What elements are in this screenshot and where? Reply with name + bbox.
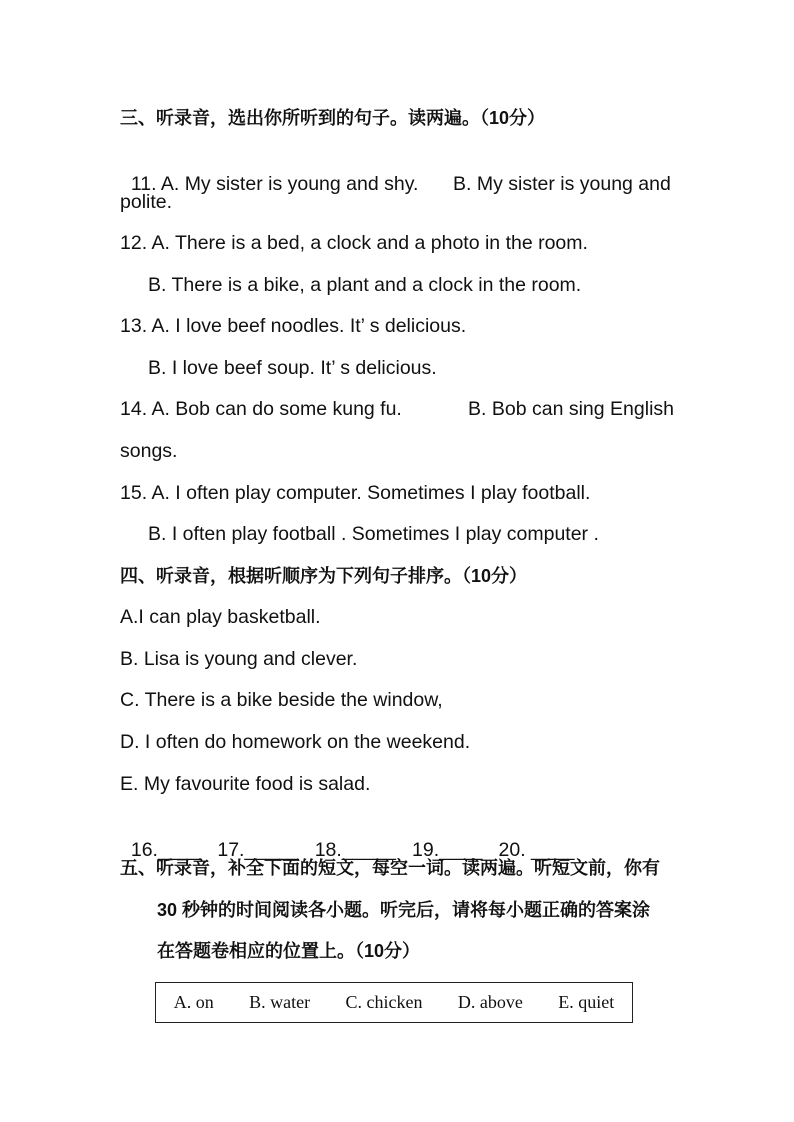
sentence-d: D. I often do homework on the weekend. — [120, 731, 471, 753]
q11-option-b-continued: polite. — [120, 191, 173, 213]
blank-17[interactable]: 17._____ — [217, 839, 299, 861]
sentence-e: E. My favourite food is salad. — [120, 773, 371, 795]
question-11-line — [120, 148, 671, 196]
q13-option-a: 13. A. I love beef noodles. It’ s delicious. — [120, 315, 467, 337]
q12-option-b: B. There is a bike, a plant and a clock in the room. — [148, 274, 582, 296]
q14-option-a: 14. A. Bob can do some kung fu. — [120, 398, 402, 420]
word-bank-box — [155, 982, 633, 1023]
blank-16[interactable]: 16.____ — [130, 839, 202, 861]
q15-option-b: B. I often play football . Sometimes I play computer . — [148, 523, 599, 545]
q11-option-b: B. My sister is young and — [453, 173, 671, 195]
q14-option-b: B. Bob can sing English — [468, 398, 674, 420]
section-5-heading-line-3: 在答题卷相应的位置上。（10分） — [157, 941, 421, 961]
q15-option-a: 15. A. I often play computer. Sometimes I play football. — [120, 482, 591, 504]
answer-blanks — [120, 814, 590, 862]
word-option-d: D. above — [457, 992, 523, 1012]
section-5-heading-line-1: 五、听录音，补全下面的短文，每空一词。读两遍。听短文前，你有 — [120, 858, 660, 878]
sentence-b: B. Lisa is young and clever. — [120, 648, 358, 670]
sentence-c: C. There is a bike beside the window, — [120, 689, 443, 711]
q12-option-a: 12. A. There is a bed, a clock and a photo in the room. — [120, 232, 588, 254]
section-4-heading: 四、听录音，根据听顺序为下列句子排序。（10分） — [120, 566, 528, 586]
q14-option-b-continued: songs. — [120, 440, 178, 462]
section-5-heading-line-2: 30 秒钟的时间阅读各小题。听完后，请将每小题正确的答案涂 — [157, 900, 651, 920]
question-14-line — [120, 397, 674, 421]
word-option-a: A. on — [173, 992, 214, 1012]
word-option-b: B. water — [249, 992, 311, 1012]
word-option-e: E. quiet — [558, 992, 615, 1012]
blank-18[interactable]: 18._____ — [314, 839, 397, 861]
q13-option-b: B. I love beef soup. It’ s delicious. — [148, 357, 437, 379]
sentence-a: A.I can play basketball. — [120, 606, 321, 628]
section-3-heading: 三、听录音，选出你所听到的句子。读两遍。（10分） — [120, 108, 546, 128]
word-option-c: C. chicken — [345, 992, 423, 1012]
blank-19[interactable]: 19.____ — [412, 839, 483, 861]
q11-option-a: 11. A. My sister is young and shy. — [130, 173, 419, 195]
blank-20[interactable]: 20. ____ — [498, 839, 575, 861]
